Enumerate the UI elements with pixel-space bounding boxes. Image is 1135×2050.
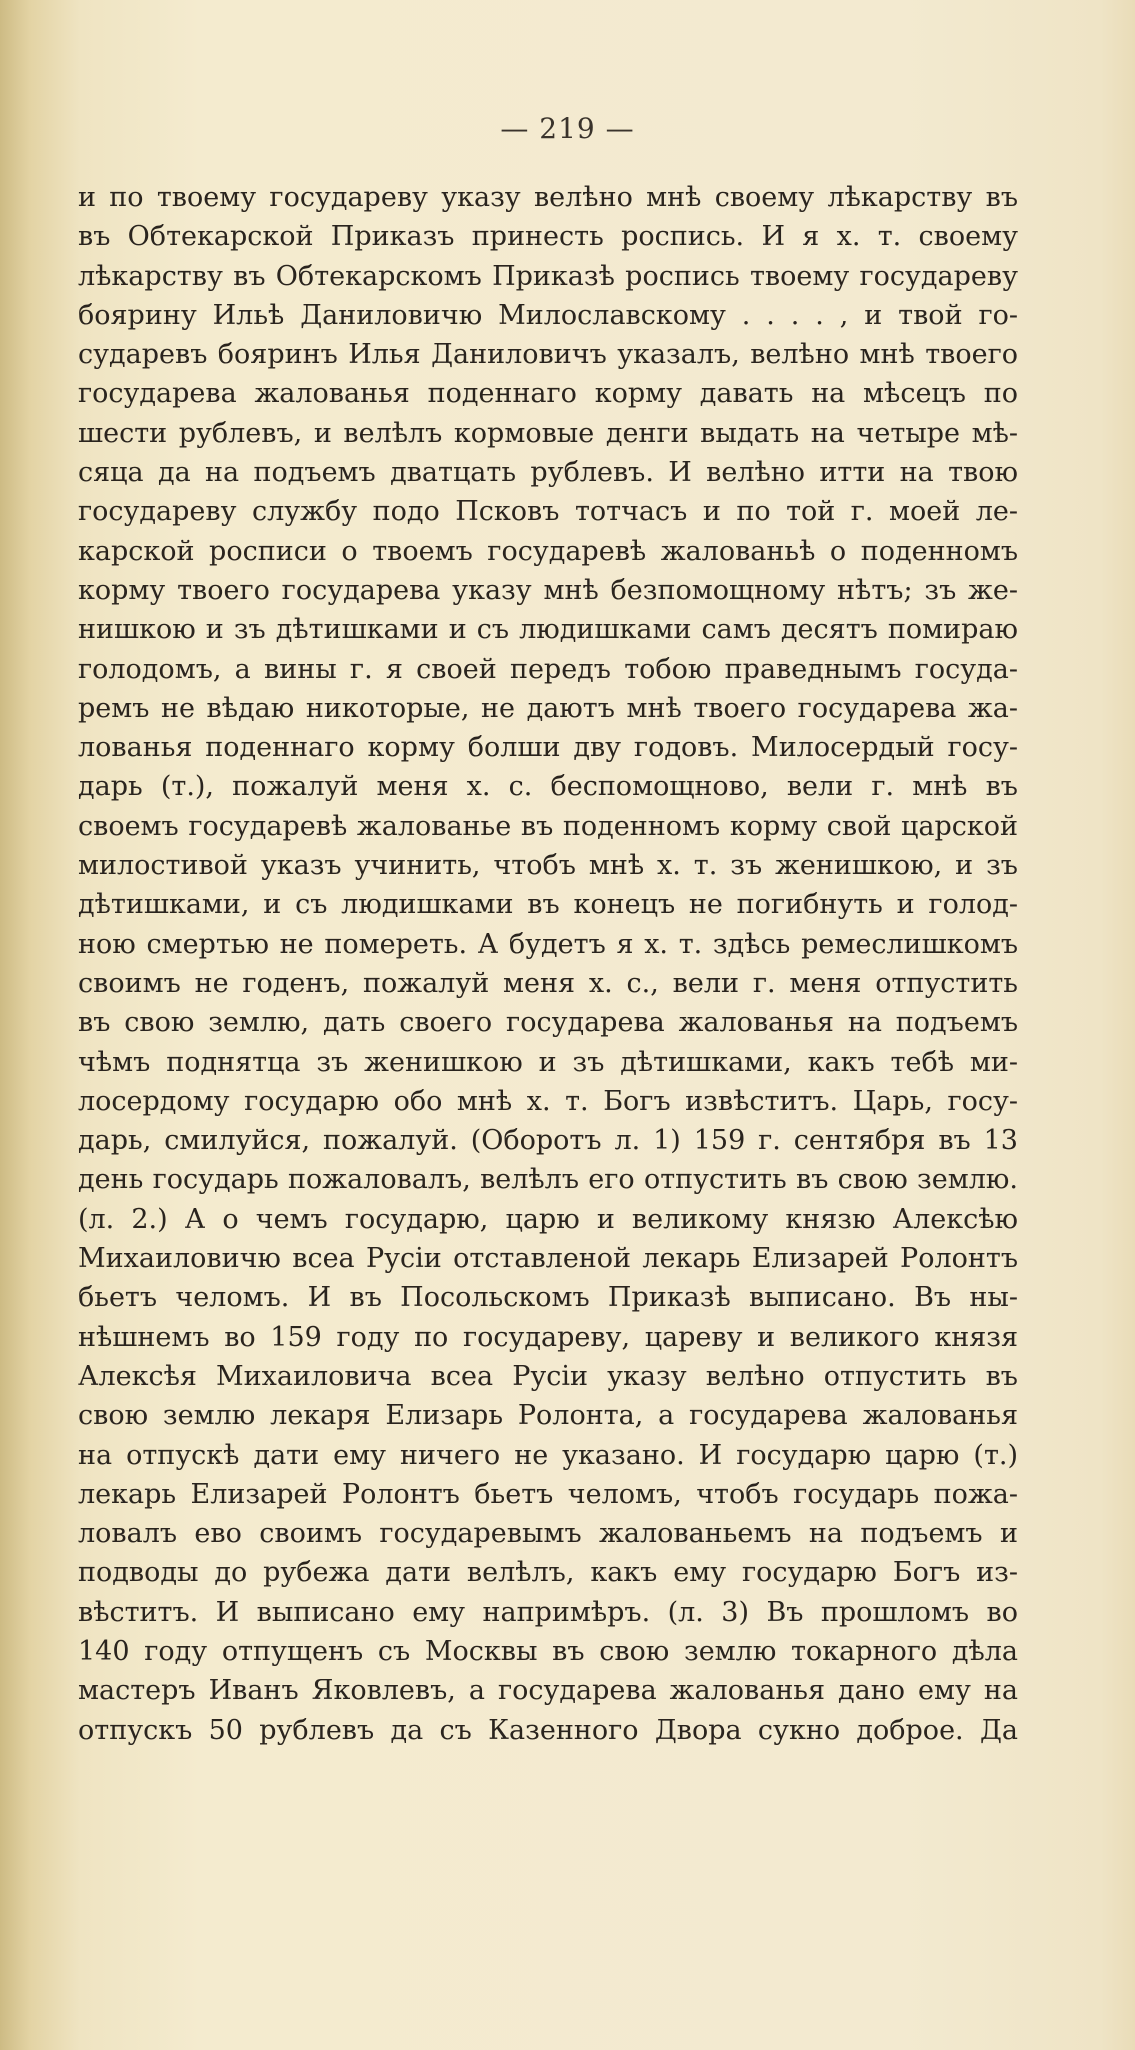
text-line: подводы до рубежа дати велѣлъ, какъ ему государю Богъ из- xyxy=(78,1557,1018,1589)
text-line: сударевъ бояринъ Илья Даниловичъ указалъ, велѣно мнѣ твоего xyxy=(78,339,1018,371)
body-text xyxy=(78,178,1018,1750)
text-line: лованья поденнаго корму болши дву годовъ. Милосердый госу- xyxy=(78,732,1018,764)
text-line: день государь пожаловалъ, велѣлъ его отпустить въ свою землю. xyxy=(78,1164,1018,1196)
text-line: вѣститъ. И выписано ему напримѣръ. (л. 3) Въ прошломъ во xyxy=(78,1596,1018,1628)
text-line: шести рублевъ, и велѣлъ кормовые денги выдать на четыре мѣ- xyxy=(78,417,1018,449)
text-line: (л. 2.) А о чемъ государю, царю и великому князю Алексѣю xyxy=(78,1203,1018,1235)
text-line: мастеръ Иванъ Яковлевъ, а государева жалованья дано ему на xyxy=(78,1675,1018,1707)
text-line: отпускъ 50 рублевъ да съ Казенного Двора сукно доброе. Да xyxy=(78,1714,1018,1746)
text-line: лосердому государю обо мнѣ х. т. Богъ извѣститъ. Царь, госу- xyxy=(78,1085,1018,1117)
text-line: государеву службу подо Псковъ тотчасъ и по той г. моей ле- xyxy=(78,496,1018,528)
text-line: на отпускѣ дати ему ничего не указано. И государю царю (т.) xyxy=(78,1439,1018,1471)
text-line: свою землю лекаря Елизарь Ролонта, а государева жалованья xyxy=(78,1400,1018,1432)
text-line: ремъ не вѣдаю никоторые, не даютъ мнѣ твоего государева жа- xyxy=(78,692,1018,724)
text-line: въ свою землю, дать своего государева жалованья на подъемъ xyxy=(78,1007,1018,1039)
text-line: государева жалованья поденнаго корму давать на мѣсецъ по xyxy=(78,378,1018,410)
text-line: нишкою и зъ дѣтишками и съ людишками самъ десятъ помираю xyxy=(78,614,1018,646)
text-line: своемъ государевѣ жалованье въ поденномъ корму свой царской xyxy=(78,810,1018,842)
text-line: лекарь Елизарей Ролонтъ бьетъ челомъ, чтобъ государь пожа- xyxy=(78,1478,1018,1510)
text-line: бьетъ челомъ. И въ Посольскомъ Приказѣ выписано. Въ ны- xyxy=(78,1282,1018,1314)
text-line: милостивой указъ учинить, чтобъ мнѣ х. т. зъ женишкою, и зъ xyxy=(78,850,1018,882)
text-line: дѣтишками, и съ людишками въ конецъ не погибнуть и голод- xyxy=(78,889,1018,921)
text-line: Алексѣя Михаиловича всеа Русіи указу велѣно отпустить въ xyxy=(78,1360,1018,1392)
text-line: своимъ не годенъ, пожалуй меня х. с., вели г. меня отпустить xyxy=(78,967,1018,999)
text-line: карской росписи о твоемъ государевѣ жалованьѣ о поденномъ xyxy=(78,535,1018,567)
text-line: лѣкарству въ Обтекарскомъ Приказѣ роспись твоему государеву xyxy=(78,260,1018,292)
text-line: сяца да на подъемъ дватцать рублевъ. И велѣно итти на твою xyxy=(78,457,1018,489)
text-line: ною смертью не помереть. А будетъ я х. т. здѣсь ремеслишкомъ xyxy=(78,928,1018,960)
text-line: 140 году отпущенъ съ Москвы въ свою землю токарного дѣла xyxy=(78,1635,1018,1667)
text-line: голодомъ, а вины г. я своей передъ тобою праведнымъ госуда- xyxy=(78,653,1018,685)
text-line: дарь (т.), пожалуй меня х. с. беспомощново, вели г. мнѣ въ xyxy=(78,771,1018,803)
text-line: Михаиловичю всеа Русіи отставленой лекарь Елизарей Ролонтъ xyxy=(78,1243,1018,1275)
text-line: боярину Ильѣ Даниловичю Милославскому . . . . , и твой го- xyxy=(78,299,1018,331)
page-number: — 219 — xyxy=(500,112,635,145)
text-line: корму твоего государева указу мнѣ безпомощному нѣтъ; зъ же- xyxy=(78,574,1018,606)
text-line: чѣмъ поднятца зъ женишкою и зъ дѣтишками, какъ тебѣ ми- xyxy=(78,1046,1018,1078)
text-line: ловалъ ево своимъ государевымъ жалованьемъ на подъемъ и xyxy=(78,1518,1018,1550)
text-line: дарь, смилуйся, пожалуй. (Оборотъ л. 1) 159 г. сентября въ 13 xyxy=(78,1125,1018,1157)
text-line: и по твоему государеву указу велѣно мнѣ своему лѣкарству въ xyxy=(78,182,1018,213)
text-line: въ Обтекарской Приказъ принесть роспись. И я х. т. своему xyxy=(78,221,1018,253)
text-line: нѣшнемъ во 159 году по государеву, цареву и великого князя xyxy=(78,1321,1018,1353)
